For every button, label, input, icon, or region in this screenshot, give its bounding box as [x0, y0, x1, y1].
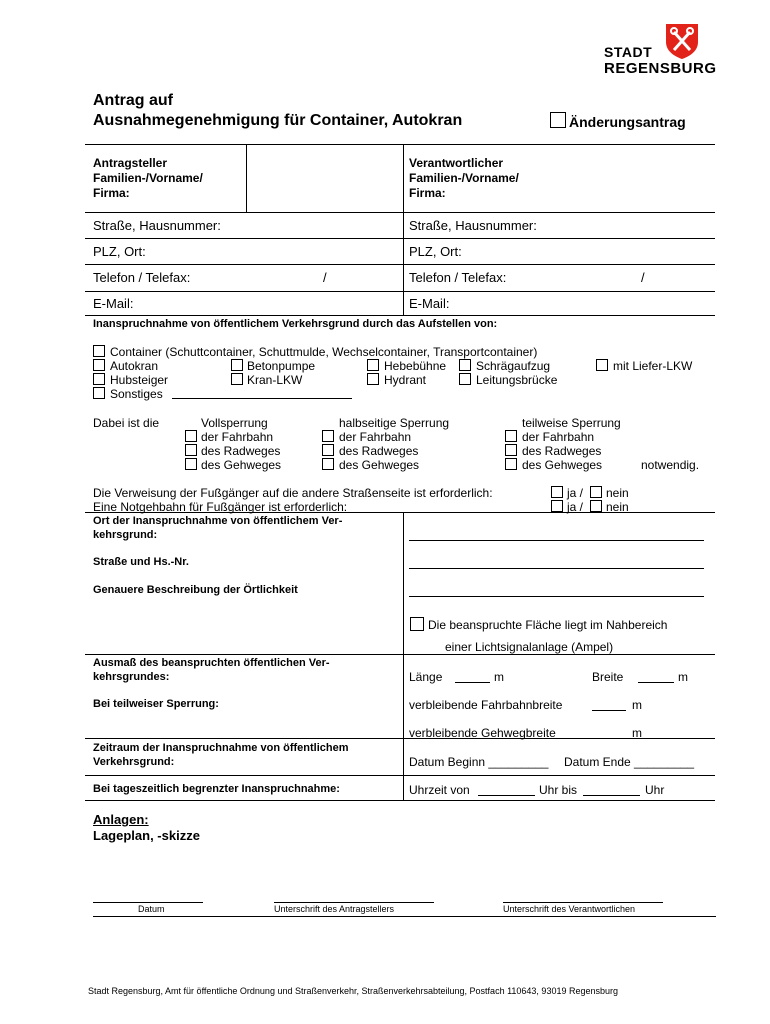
remaining-road-label: verbleibende Fahrbahnbreite: [409, 698, 563, 712]
half-road-label: der Fahrbahn: [339, 430, 412, 444]
date-signature-label: Datum: [138, 904, 165, 914]
length-unit: m: [494, 670, 504, 684]
full-road-label: der Fahrbahn: [201, 430, 274, 444]
time-to-label: Uhr bis: [539, 783, 578, 797]
partial-road-label: der Fahrbahn: [522, 430, 595, 444]
responsible-signature-label: Unterschrift des Verantwortlichen: [503, 904, 636, 914]
hydrant-label: Hydrant: [384, 373, 427, 387]
emergency-no-checkbox[interactable]: [590, 500, 602, 512]
full-walk-label: des Gehweges: [201, 458, 282, 472]
location-place-input[interactable]: [409, 528, 704, 541]
partial-bike-label: des Radweges: [522, 444, 602, 458]
sonstiges-input-line[interactable]: [172, 386, 352, 399]
full-road-checkbox[interactable]: [185, 430, 197, 442]
schraegaufzug-checkbox[interactable]: [459, 359, 471, 371]
hydrant-checkbox[interactable]: [367, 373, 379, 385]
page-title-line1: Antrag auf: [93, 92, 173, 109]
location-street-input[interactable]: [409, 556, 704, 569]
betonpumpe-label: Betonpumpe: [247, 359, 316, 373]
change-request-label: Änderungsantrag: [569, 114, 686, 130]
emergency-yes-label: ja /: [567, 500, 584, 514]
full-bike-checkbox[interactable]: [185, 444, 197, 456]
width-unit: m: [678, 670, 688, 684]
closure-half-label: halbseitige Sperrung: [339, 416, 450, 430]
hebebuehne-checkbox[interactable]: [367, 359, 379, 371]
applicant-zip-label: PLZ, Ort:: [93, 244, 146, 259]
betonpumpe-checkbox[interactable]: [231, 359, 243, 371]
end-date-field[interactable]: Datum Ende _________: [564, 755, 695, 769]
remaining-walk-label: verbleibende Gehwegbreite: [409, 726, 556, 740]
half-walk-label: des Gehweges: [339, 458, 420, 472]
location-street-label: Straße und Hs.-Nr.: [93, 556, 189, 568]
time-to-input[interactable]: [583, 783, 640, 796]
width-label: Breite: [592, 670, 624, 684]
liefer-lkw-checkbox[interactable]: [596, 359, 608, 371]
period-label: Zeitraum der Inanspruchnahme von öffentlichem Verkehrsgrund:: [93, 742, 349, 768]
length-input[interactable]: [455, 670, 490, 683]
emergency-no-label: nein: [606, 500, 629, 514]
responsible-phone-label: Telefon / Telefax:: [409, 270, 507, 285]
applicant-name-label: Antragsteller Familien-/Vorname/ Firma:: [93, 156, 203, 200]
time-from-input[interactable]: [478, 783, 535, 796]
attachments-item: Lageplan, -skizze: [93, 828, 200, 843]
attachments-heading: Anlagen:: [93, 812, 149, 827]
half-road-checkbox[interactable]: [322, 430, 334, 442]
date-signature-line[interactable]: [93, 902, 203, 903]
liefer-lkw-label: mit Liefer-LKW: [613, 359, 693, 373]
responsible-signature-line[interactable]: [503, 902, 663, 903]
redirect-no-label: nein: [606, 486, 629, 500]
half-walk-checkbox[interactable]: [322, 458, 334, 470]
page-title-line2: Ausnahmegenehmigung für Container, Autokran: [93, 112, 463, 129]
hubsteiger-label: Hubsteiger: [110, 373, 169, 387]
applicant-phone-label: Telefon / Telefax:: [93, 270, 191, 285]
usage-heading: Inanspruchnahme von öffentlichem Verkehrsgrund durch das Aufstellen von:: [93, 318, 498, 330]
schraegaufzug-label: Schrägaufzug: [476, 359, 551, 373]
remaining-walk-input[interactable]: [592, 726, 626, 739]
autokran-checkbox[interactable]: [93, 359, 105, 371]
redirect-no-checkbox[interactable]: [590, 486, 602, 498]
redirect-yes-checkbox[interactable]: [551, 486, 563, 498]
leitungsbruecke-checkbox[interactable]: [459, 373, 471, 385]
autokran-label: Autokran: [110, 359, 159, 373]
partial-bike-checkbox[interactable]: [505, 444, 517, 456]
closure-partial-label: teilweise Sperrung: [522, 416, 621, 430]
sonstiges-checkbox[interactable]: [93, 387, 105, 399]
pedestrian-emergency-path-question: Eine Notgehbahn für Fußgänger ist erforderlich:: [93, 500, 348, 514]
footer-address: Stadt Regensburg, Amt für öffentliche Ordnung und Straßenverkehr, Straßenverkehrsabteilung, Postfach 110643, 93019 Regensburg: [88, 986, 618, 996]
partial-road-checkbox[interactable]: [505, 430, 517, 442]
logo-text-regensburg: REGENSBURG: [604, 60, 717, 77]
time-unit-label: Uhr: [645, 783, 665, 797]
kran-lkw-checkbox[interactable]: [231, 373, 243, 385]
change-request-checkbox[interactable]: [550, 112, 566, 128]
kran-lkw-label: Kran-LKW: [247, 373, 303, 387]
sonstiges-label: Sonstiges: [110, 387, 163, 401]
start-date-field[interactable]: Datum Beginn _________: [409, 755, 549, 769]
closure-intro: Dabei ist die: [93, 416, 160, 430]
location-description-label: Genauere Beschreibung der Örtlichkeit: [93, 584, 298, 596]
hubsteiger-checkbox[interactable]: [93, 373, 105, 385]
location-place-label: Ort der Inanspruchnahme von öffentlichem Ver- kehrsgrund:: [93, 515, 343, 541]
length-label: Länge: [409, 670, 443, 684]
partial-closure-label: Bei teilweiser Sperrung:: [93, 698, 219, 710]
closure-full-label: Vollsperrung: [201, 416, 268, 430]
applicant-signature-label: Unterschrift des Antragstellers: [274, 904, 395, 914]
emergency-yes-checkbox[interactable]: [551, 500, 563, 512]
responsible-zip-label: PLZ, Ort:: [409, 244, 462, 259]
logo-text-stadt: STADT: [604, 44, 653, 60]
time-limited-label: Bei tageszeitlich begrenzter Inanspruchnahme:: [93, 783, 340, 795]
full-bike-label: des Radweges: [201, 444, 281, 458]
location-description-input[interactable]: [409, 584, 704, 597]
partial-walk-label: des Gehweges: [522, 458, 603, 472]
responsible-email-label: E-Mail:: [409, 296, 450, 311]
responsible-name-label: Verantwortlicher Familien-/Vorname/ Firma:: [409, 156, 519, 200]
time-from-label: Uhrzeit von: [409, 783, 470, 797]
width-input[interactable]: [638, 670, 674, 683]
pedestrian-redirect-question: Die Verweisung der Fußgänger auf die andere Straßenseite ist erforderlich:: [93, 486, 493, 500]
leitungsbruecke-label: Leitungsbrücke: [476, 373, 558, 387]
applicant-phone-separator: /: [323, 270, 327, 285]
half-bike-checkbox[interactable]: [322, 444, 334, 456]
city-crest-icon: [664, 22, 700, 60]
closure-necessary-label: notwendig.: [641, 458, 700, 472]
traffic-light-label-1: Die beanspruchte Fläche liegt im Nahbereich: [428, 618, 668, 632]
full-walk-checkbox[interactable]: [185, 458, 197, 470]
remaining-road-input[interactable]: [592, 698, 626, 711]
container-label: Container (Schuttcontainer, Schuttmulde, Wechselcontainer, Transportcontainer): [110, 345, 538, 359]
redirect-yes-label: ja /: [567, 486, 584, 500]
responsible-street-label: Straße, Hausnummer:: [409, 218, 537, 233]
traffic-light-label-2: einer Lichtsignalanlage (Ampel): [445, 640, 614, 654]
remaining-walk-unit: m: [632, 726, 642, 740]
applicant-email-label: E-Mail:: [93, 296, 134, 311]
half-bike-label: des Radweges: [339, 444, 419, 458]
applicant-signature-line[interactable]: [274, 902, 434, 903]
extent-label: Ausmaß des beanspruchten öffentlichen Ver- kehrsgrundes:: [93, 657, 330, 683]
hebebuehne-label: Hebebühne: [384, 359, 447, 373]
traffic-light-checkbox[interactable]: [410, 617, 424, 631]
partial-walk-checkbox[interactable]: [505, 458, 517, 470]
container-checkbox[interactable]: [93, 345, 105, 357]
responsible-phone-separator: /: [641, 270, 645, 285]
applicant-street-label: Straße, Hausnummer:: [93, 218, 221, 233]
remaining-road-unit: m: [632, 698, 642, 712]
